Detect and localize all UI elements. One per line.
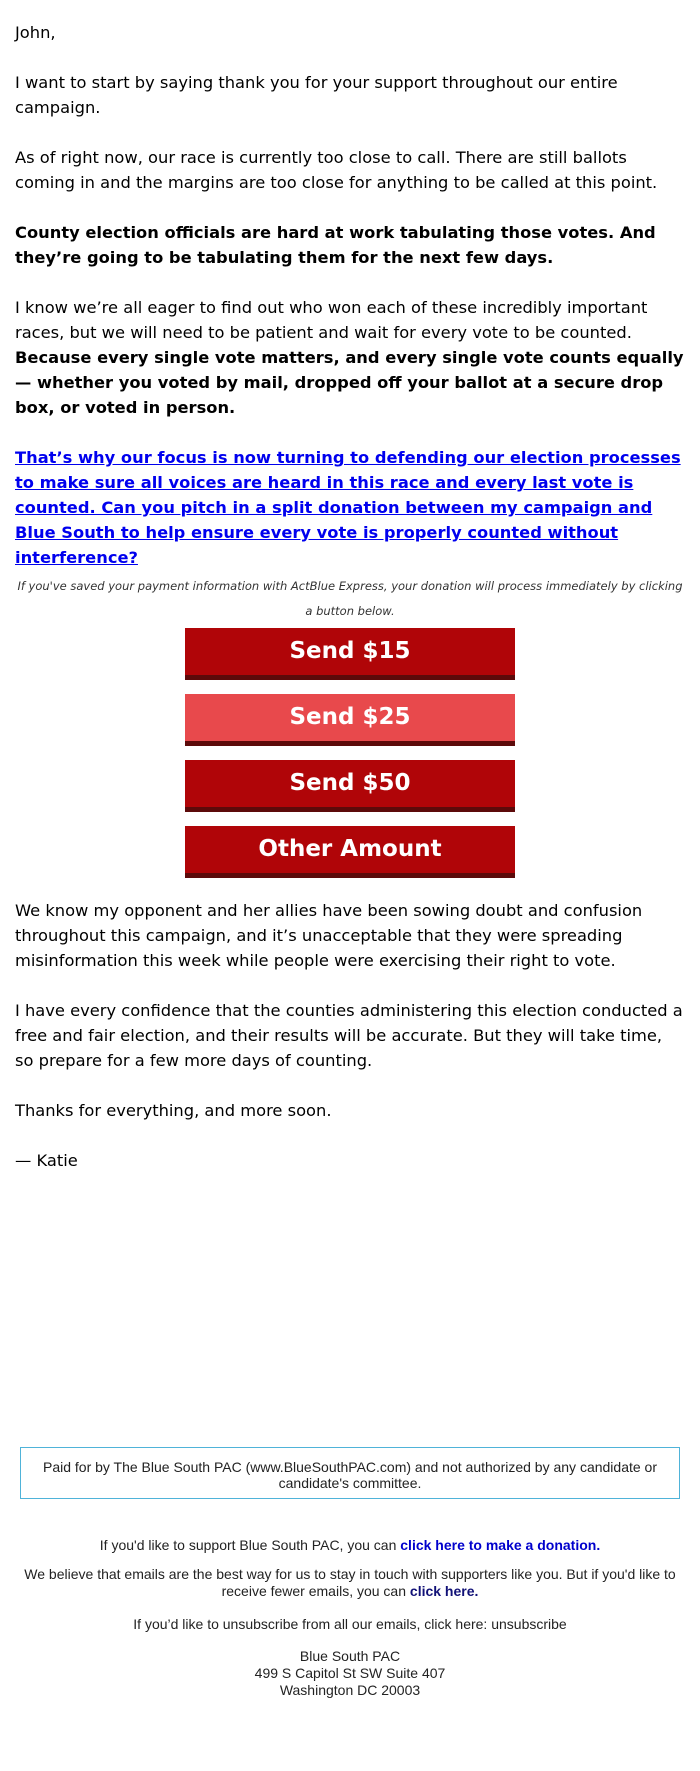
- paragraph-opponent: We know my opponent and her allies have been sowing doubt and confusion throughout this campaign, and it’s unacceptable that they were spreading misinformation this week while people were exercising their right to vote.: [15, 901, 643, 970]
- paragraph-patience: [15, 295, 685, 420]
- email-body-continued: [15, 898, 685, 1198]
- address-line-1: 499 S Capitol St SW Suite 407: [254, 1665, 446, 1681]
- donation-cta-link[interactable]: That’s why our focus is now turning to defending our election processes to make sure all voices are heard in this race and every last vote is counted. Can you pitch in a split donation between my campaign and Blue South to help ensure every vote is properly counted without interference?: [15, 448, 681, 567]
- paragraph-officials: County election officials are hard at work tabulating those votes. And they’re going to be tabulating them for the next few days.: [15, 223, 656, 267]
- send-25-button[interactable]: Send $25: [185, 694, 515, 746]
- patience-text: I know we’re all eager to find out who won each of these incredibly important races, but we will need to be patient and wait for every vote to be counted.: [15, 298, 648, 342]
- paragraph-confidence: I have every confidence that the counties administering this election conducted a free and fair election, and their results will be accurate. But they will take time, so prepare for a few more days of counting.: [15, 1001, 683, 1070]
- fewer-emails-text: We believe that emails are the best way for us to stay in touch with supporters like you. But if you'd like to receive fewer emails, you can: [24, 1566, 676, 1599]
- other-amount-button[interactable]: Other Amount: [185, 826, 515, 878]
- unsubscribe-text: If you’d like to unsubscribe from all our emails, click here:: [133, 1616, 492, 1632]
- paragraph-too-close: As of right now, our race is currently too close to call. There are still ballots coming in and the margins are too close for anything to be called at this point.: [15, 148, 658, 192]
- every-vote-text: Because every single vote matters, and every single vote counts equally — whether you voted by mail, dropped off your ballot at a secure drop box, or voted in person.: [15, 348, 684, 417]
- mailing-address: [20, 1648, 680, 1699]
- paragraph-thanks: I want to start by saying thank you for your support throughout our entire campaign.: [15, 73, 618, 117]
- unsubscribe-link[interactable]: unsubscribe: [491, 1616, 567, 1632]
- support-line: [20, 1537, 680, 1554]
- paragraph-closing: Thanks for everything, and more soon.: [15, 1101, 332, 1120]
- make-donation-link[interactable]: click here to make a donation.: [400, 1537, 601, 1553]
- signature: — Katie: [15, 1151, 78, 1170]
- actblue-express-note: If you've saved your payment information with ActBlue Express, your donation will process immediately by clicking a button below.: [17, 579, 683, 618]
- paid-for-disclaimer: Paid for by The Blue South PAC (www.BlueSouthPAC.com) and not authorized by any candidate or candidate's committee.: [20, 1447, 680, 1499]
- address-line-2: Washington DC 20003: [279, 1682, 421, 1698]
- send-50-button[interactable]: Send $50: [185, 760, 515, 812]
- email-body: [15, 20, 685, 595]
- org-name: Blue South PAC: [299, 1648, 401, 1664]
- send-15-button[interactable]: Send $15: [185, 628, 515, 680]
- donation-buttons: [185, 628, 515, 892]
- fewer-emails-link[interactable]: click here.: [409, 1583, 479, 1599]
- paragraph-cta: [15, 445, 685, 570]
- unsubscribe-line: [20, 1616, 680, 1633]
- greeting: John,: [15, 23, 56, 42]
- support-text: If you'd like to support Blue South PAC, you can: [99, 1537, 401, 1553]
- fewer-emails-line: [20, 1566, 680, 1600]
